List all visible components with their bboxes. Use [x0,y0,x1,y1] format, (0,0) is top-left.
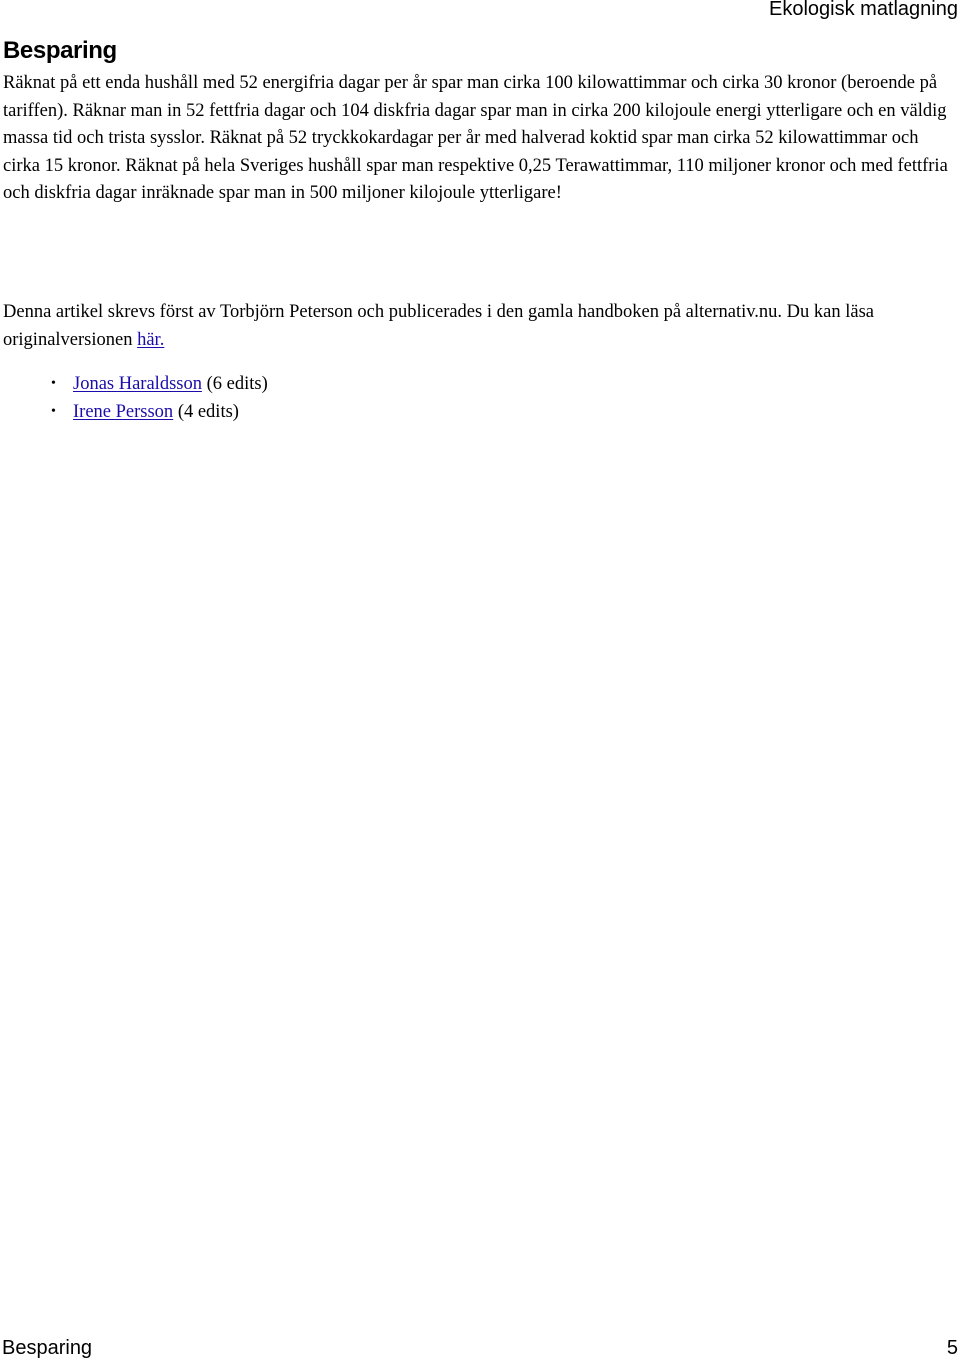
attribution-text: Denna artikel skrevs först av Torbjörn Peterson och publicerades i den gamla handboken på alternativ.nu. Du kan läsa originalversionen [3,302,875,350]
contributor-link[interactable]: Irene Persson [73,402,174,422]
footer-title: Besparing [2,1337,93,1359]
savings-paragraph: Räknat på ett enda hushåll med 52 energifria dagar per år spar man cirka 100 kilowattimmar och cirka 30 kronor (beroende på tariffen). Räknar man in 52 fettfria dagar och 104 diskfria dagar spar man in cirka 200 kilojoule energi ytterligare och en väldig massa tid och trista sysslor. Räknat på 52 tryckkokardagar per år med halverad koktid spar man cirka 52 kilowattimmar och cirka 15 kronor. Räknat på hela Sveriges hushåll spar man respektive 0,25 Terawattimmar, 110 miljoner kronor och med fettfria och diskfria dagar inräknade spar man in 500 miljoner kilojoule ytterligare! [3,73,948,203]
contributor-item [0,398,268,426]
contributor-edits: (6 edits) [206,374,268,394]
contributors-list [0,370,268,426]
contributor-edits: (4 edits) [177,402,239,422]
contributor-link[interactable]: Jonas Haraldsson [73,374,202,394]
running-header: Ekologisk matlagning [769,0,958,20]
page-number: 5 [946,1337,958,1359]
running-footer [2,1335,958,1361]
bullet-icon: • [51,376,56,391]
section-title: Besparing [3,37,117,64]
attribution-paragraph [3,299,955,354]
original-version-link[interactable]: här. [137,329,165,350]
bullet-icon: • [51,404,56,419]
contributor-item [0,370,268,398]
